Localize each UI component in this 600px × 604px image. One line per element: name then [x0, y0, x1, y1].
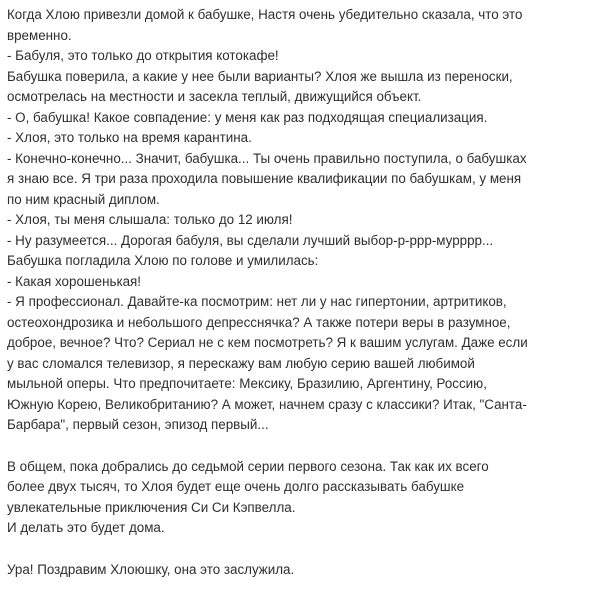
text-line: Ура! Поздравим Хлоюшку, она это заслужила. [7, 562, 295, 578]
paragraph-spacer [7, 436, 595, 457]
paragraph-3 [7, 560, 595, 581]
paragraph-spacer [7, 539, 595, 560]
text-line: И делать это будет дома. [7, 520, 165, 536]
text-line: у вас сломался телевизор, я перескажу вам любую серию вашей любимой [7, 355, 475, 371]
text-line: более двух тысяч, то Хлоя будет еще очень долго рассказывать бабушке [7, 479, 465, 495]
text-line: Барбара", первый сезон, эпизод первый... [7, 417, 269, 432]
text-line: - О, бабушка! Какое совпадение: у меня как раз подходящая специализация. [7, 109, 488, 125]
text-line: - Хлоя, ты меня слышала: только до 12 июля! [7, 212, 293, 227]
text-line: - Хлоя, это только на время карантина. [7, 130, 252, 145]
text-line: остеохондрозика и небольшого депресснячка? А также потери веры в разумное, [7, 314, 511, 330]
text-line: В общем, пока добрались до седьмой серии первого сезона. Так как их всего [7, 458, 489, 474]
text-line: по ним красный диплом. [7, 191, 160, 207]
paragraph-1 [7, 5, 595, 436]
text-line: Южную Корею, Великобританию? А может, начнем сразу с классики? Итак, "Санта- [7, 396, 527, 412]
text-line: мыльной оперы. Что предпочитаете: Мексику, Бразилию, Аргентину, Россию, [7, 376, 487, 391]
paragraph-2 [7, 457, 595, 539]
text-line: - Ну разумеется... Дорогая бабуля, вы сделали лучший выбор-р-ррр-мурррр... [7, 232, 494, 248]
text-line: я знаю все. Я три раза проходила повышение квалификации по бабушкам, у меня [7, 171, 522, 186]
text-line: осмотрелась на местности и засекла теплый, движущийся объект. [7, 89, 422, 104]
text-line: Когда Хлою привезли домой к бабушке, Настя очень убедительно сказала, что это [7, 7, 523, 22]
text-line: - Конечно-конечно... Значит, бабушка... Ты очень правильно поступила, о бабушках [7, 150, 527, 166]
text-line: - Я профессионал. Давайте-ка посмотрим: нет ли у нас гипертонии, артритиков, [7, 294, 507, 309]
text-line: Бабушка погладила Хлою по голове и умилилась: [7, 253, 319, 268]
text-line: Бабушка поверила, а какие у нее были варианты? Хлоя же вышла из переноски, [7, 68, 513, 84]
text-line: доброе, вечное? Что? Сериал не с кем посмотреть? Я к вашим услугам. Даже если [7, 335, 528, 350]
text-line: - Бабуля, это только до открытия котокафе! [7, 48, 279, 63]
text-line: увлекательные приключения Си Си Кэпвелла. [7, 499, 296, 515]
text-line: временно. [7, 27, 72, 43]
text-line: - Какая хорошенькая! [7, 273, 142, 289]
post-text [7, 5, 595, 581]
